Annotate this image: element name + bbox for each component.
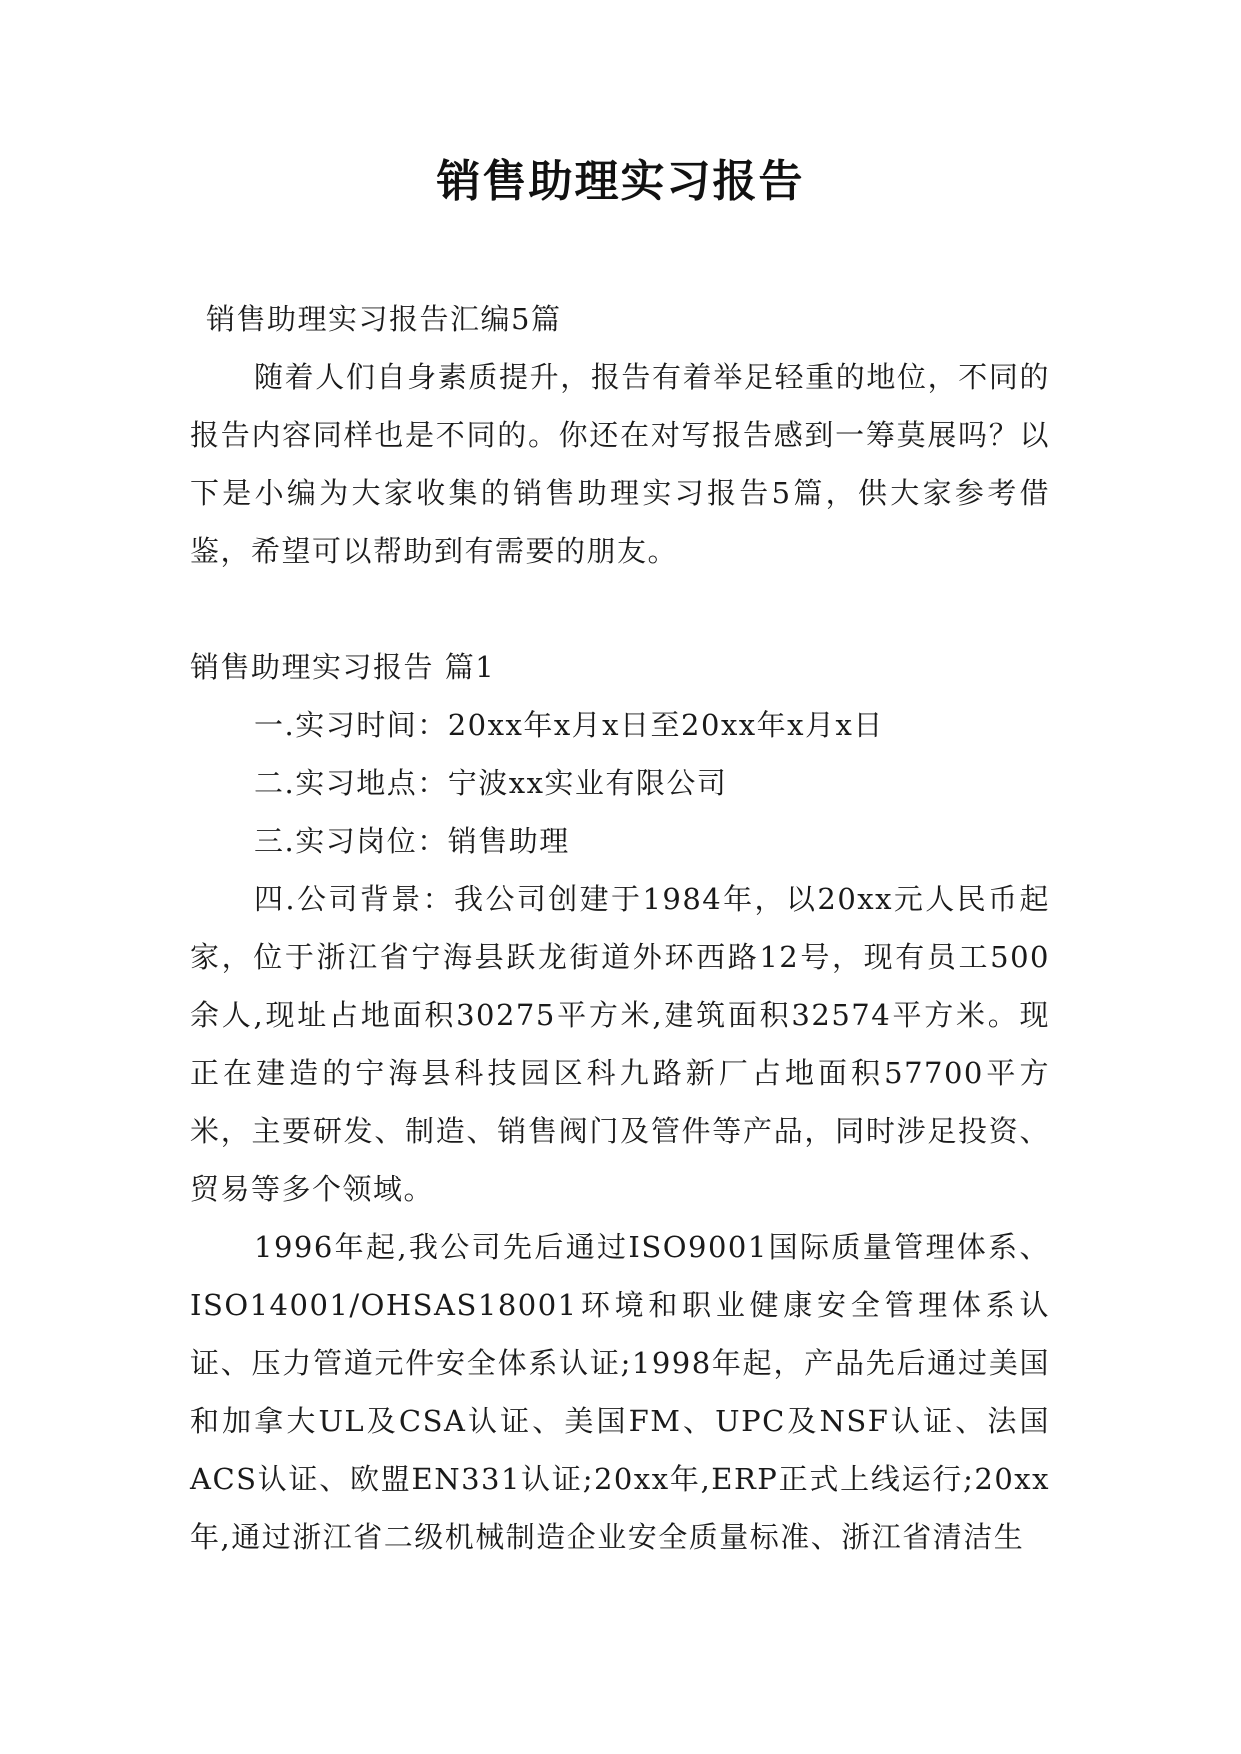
section-heading: 销售助理实习报告 篇1 — [190, 650, 496, 684]
internship-location: 二.实习地点：宁波xx实业有限公司 — [254, 766, 728, 800]
company-background-paragraph: 四.公司背景：我公司创建于1984年，以20xx元人民币起家，位于浙江省宁海县跃龙街道外环西路12号，现有员工500余人,现址占地面积30275平方米,建筑面积32574平方米。现正在建造的宁海县科技园区科九路新厂占地面积57700平方米，主要研发、制造、销售阀门及管件等产品，同时涉足投资、贸易等多个领域。 — [190, 882, 1050, 1206]
document-body — [190, 290, 1050, 1566]
document-title: 销售助理实习报告 — [436, 156, 805, 207]
intro-paragraph: 随着人们自身素质提升，报告有着举足轻重的地位，不同的报告内容同样也是不同的。你还在对写报告感到一筹莫展吗？以下是小编为大家收集的销售助理实习报告5篇，供大家参考借鉴，希望可以帮助到有需要的朋友。 — [190, 360, 1050, 568]
internship-time: 一.实习时间：20xx年x月x日至20xx年x月x日 — [254, 708, 884, 742]
paragraph-gap — [190, 580, 1050, 638]
certifications-paragraph: 1996年起,我公司先后通过ISO9001国际质量管理体系、ISO14001/OHSAS18001环境和职业健康安全管理体系认证、压力管道元件安全体系认证;1998年起，产品先后通过美国和加拿大UL及CSA认证、美国FM、UPC及NSF认证、法国ACS认证、欧盟EN331认证;20xx年,ERP正式上线运行;20xx年,通过浙江省二级机械制造企业安全质量标准、浙江省清洁生 — [190, 1230, 1050, 1554]
internship-position: 三.实习岗位：销售助理 — [254, 824, 570, 858]
document-subtitle: 销售助理实习报告汇编5篇 — [206, 302, 562, 336]
